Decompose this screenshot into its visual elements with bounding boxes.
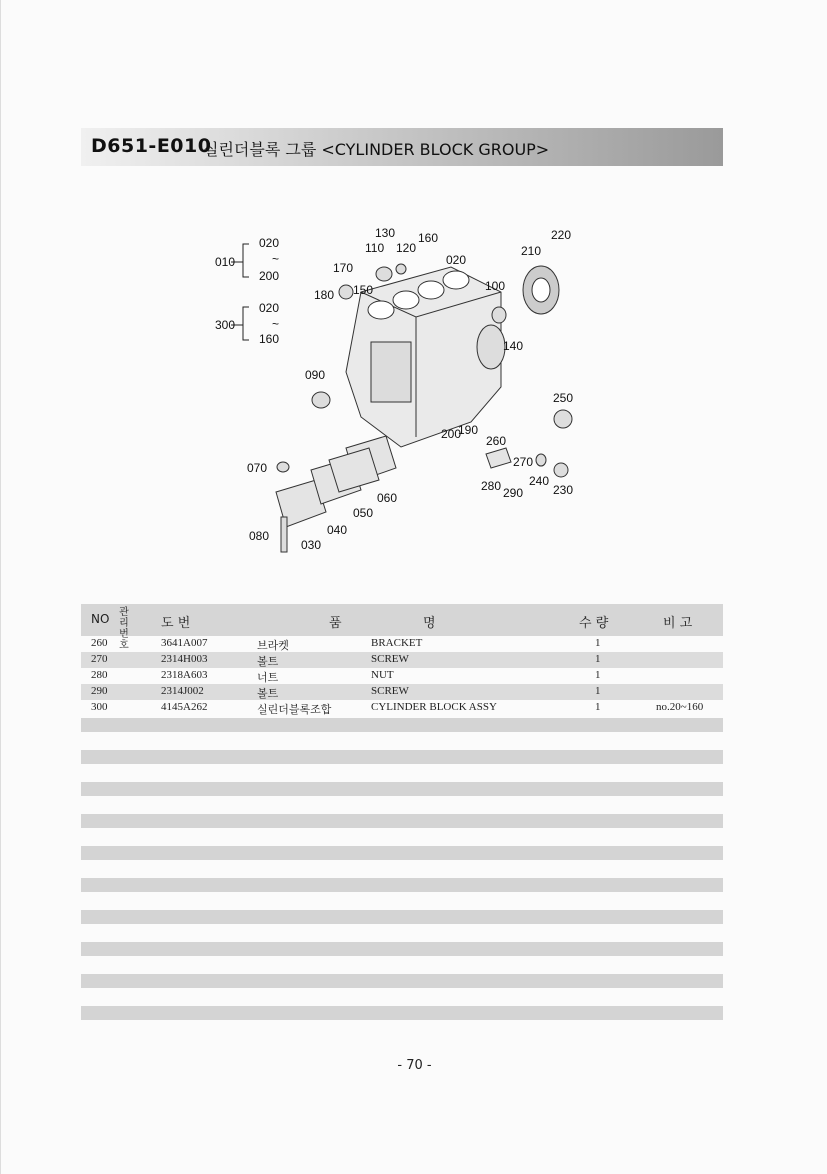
- svg-text:080: 080: [249, 529, 270, 543]
- page-number: - 70 -: [397, 1058, 432, 1073]
- row-qty: 1: [595, 701, 601, 713]
- row-no: 300: [91, 701, 108, 713]
- row-kor: 브라켓: [257, 640, 289, 652]
- svg-text:160: 160: [418, 231, 439, 245]
- table-row: [81, 700, 723, 716]
- svg-text:120: 120: [396, 241, 417, 255]
- empty-row: [81, 942, 723, 956]
- svg-text:210: 210: [521, 244, 542, 258]
- row-name: SCREW: [371, 653, 409, 665]
- row-part-no: 2314H003: [161, 653, 208, 665]
- svg-text:220: 220: [551, 228, 572, 242]
- svg-text:110: 110: [365, 241, 385, 255]
- svg-text:150: 150: [353, 283, 374, 297]
- empty-row: [81, 718, 723, 732]
- row-part-no: 3641A007: [161, 637, 208, 649]
- svg-text:160: 160: [259, 332, 280, 346]
- col-name: 명: [423, 616, 436, 631]
- group-title: 실린더블록 그룹 <CYLINDER BLOCK GROUP>: [203, 140, 550, 159]
- table-row: [81, 636, 723, 652]
- svg-text:170: 170: [333, 261, 354, 275]
- row-qty: 1: [595, 653, 601, 665]
- svg-text:~: ~: [272, 317, 280, 331]
- svg-text:230: 230: [553, 483, 574, 497]
- svg-text:010: 010: [215, 255, 236, 269]
- row-kor: 너트: [257, 672, 279, 684]
- svg-text:190: 190: [458, 423, 479, 437]
- col-mgmt: 관리 번호: [119, 607, 129, 651]
- svg-text:020: 020: [446, 253, 467, 267]
- table-row: [81, 684, 723, 700]
- row-name: SCREW: [371, 685, 409, 697]
- svg-text:260: 260: [486, 434, 507, 448]
- svg-text:020: 020: [259, 236, 280, 250]
- empty-row: [81, 878, 723, 892]
- svg-text:290: 290: [503, 486, 524, 500]
- col-remark: 비 고: [663, 616, 693, 631]
- row-part-no: 2314J002: [161, 685, 204, 697]
- row-no: 270: [91, 653, 108, 665]
- row-no: 280: [91, 669, 108, 681]
- empty-row: [81, 910, 723, 924]
- title-bar: [81, 128, 723, 166]
- row-kor: 볼트: [257, 688, 279, 700]
- svg-text:040: 040: [327, 523, 348, 537]
- col-part-no: 도 번: [161, 616, 191, 631]
- col-kor: 품: [329, 616, 342, 631]
- empty-row: [81, 974, 723, 988]
- row-name: BRACKET: [371, 637, 423, 649]
- table-row: [81, 652, 723, 668]
- svg-text:020: 020: [259, 301, 280, 315]
- table-row: [81, 668, 723, 684]
- empty-row: [81, 1006, 723, 1020]
- row-part-no: 4145A262: [161, 701, 208, 713]
- row-remark: no.20~160: [656, 701, 704, 713]
- svg-text:100: 100: [485, 279, 506, 293]
- row-kor: 실린더블록조합: [257, 704, 332, 716]
- svg-text:180: 180: [314, 288, 335, 302]
- empty-row: [81, 750, 723, 764]
- svg-text:130: 130: [375, 226, 396, 240]
- svg-text:300: 300: [215, 318, 236, 332]
- col-no: NO: [91, 612, 110, 626]
- empty-row: [81, 782, 723, 796]
- svg-text:240: 240: [529, 474, 550, 488]
- col-qty: 수 량: [579, 616, 609, 631]
- parts-table: [81, 604, 723, 716]
- svg-text:280: 280: [481, 479, 502, 493]
- group-code: D651-E010: [91, 135, 212, 157]
- exploded-parts-diagram: [201, 222, 601, 562]
- row-kor: 볼트: [257, 656, 279, 668]
- svg-text:140: 140: [503, 339, 524, 353]
- svg-text:~: ~: [272, 252, 280, 266]
- row-no: 260: [91, 637, 108, 649]
- row-part-no: 2318A603: [161, 669, 208, 681]
- row-name: NUT: [371, 669, 394, 681]
- svg-text:060: 060: [377, 491, 398, 505]
- row-name: CYLINDER BLOCK ASSY: [371, 701, 497, 713]
- row-qty: 1: [595, 685, 601, 697]
- row-qty: 1: [595, 637, 601, 649]
- svg-text:030: 030: [301, 538, 322, 552]
- empty-row: [81, 846, 723, 860]
- svg-text:250: 250: [553, 391, 574, 405]
- svg-text:200: 200: [259, 269, 280, 283]
- row-no: 290: [91, 685, 108, 697]
- svg-text:270: 270: [513, 455, 534, 469]
- svg-text:090: 090: [305, 368, 326, 382]
- row-qty: 1: [595, 669, 601, 681]
- svg-text:070: 070: [247, 461, 268, 475]
- svg-text:050: 050: [353, 506, 374, 520]
- empty-row: [81, 814, 723, 828]
- svg-text:200: 200: [441, 427, 462, 441]
